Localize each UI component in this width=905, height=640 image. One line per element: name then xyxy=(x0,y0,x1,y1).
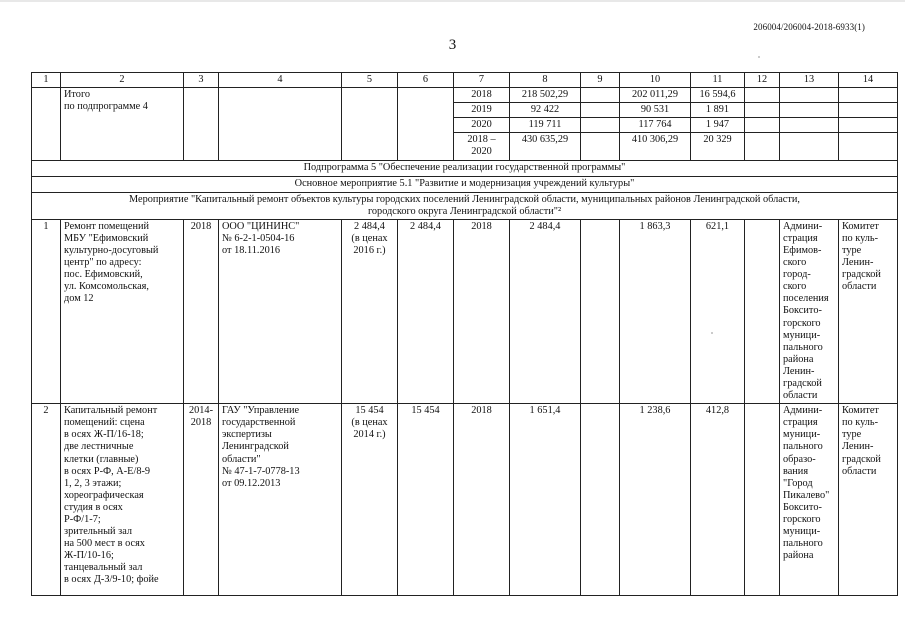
itogo-year: 2018 xyxy=(454,88,510,103)
empty-cell xyxy=(581,118,620,133)
executor: Админи- страция Ефимов- ского город- ского поселения Бокситo- горского муници- пального района Ленин- градской области xyxy=(780,219,839,403)
local-budget: 621,1 xyxy=(691,219,745,403)
col-header: 6 xyxy=(398,73,454,88)
scan-speck xyxy=(711,332,713,334)
federal-budget xyxy=(581,219,620,403)
itogo-year: 2019 xyxy=(454,103,510,118)
col-header: 14 xyxy=(839,73,898,88)
itogo-local: 16 594,6 xyxy=(691,88,745,103)
empty-cell xyxy=(780,133,839,160)
itogo-regional: 410 306,29 xyxy=(620,133,691,160)
empty-cell xyxy=(398,88,454,160)
event-title: Мероприятие "Капитальный ремонт объектов культуры городских поселений Ленинградской области, муниципальных районов Ленинградской области, городского округа Ленинградской области"² xyxy=(32,192,898,219)
itogo-regional: 117 764 xyxy=(620,118,691,133)
empty-cell xyxy=(780,118,839,133)
program-table xyxy=(31,72,898,596)
col-header: 4 xyxy=(219,73,342,88)
column-number-row xyxy=(32,73,898,88)
itogo-regional: 90 531 xyxy=(620,103,691,118)
customer: Комитет по куль- туре Ленин- градской области xyxy=(839,404,898,596)
cost-total: 15 454 xyxy=(398,404,454,596)
financing-year: 2018 xyxy=(454,219,510,403)
col-header: 1 xyxy=(32,73,61,88)
subprogram-row xyxy=(32,160,898,176)
event-row xyxy=(32,192,898,219)
work-years: 2014- 2018 xyxy=(184,404,219,596)
col-header: 10 xyxy=(620,73,691,88)
document-id: 206004/206004-2018-6933(1) xyxy=(753,22,865,32)
itogo-year: 2018 – 2020 xyxy=(454,133,510,160)
main-event-row xyxy=(32,176,898,192)
local-budget: 412,8 xyxy=(691,404,745,596)
work-years: 2018 xyxy=(184,219,219,403)
itogo-regional: 202 011,29 xyxy=(620,88,691,103)
page-number: 3 xyxy=(448,37,457,53)
object-name: Ремонт помещений МБУ "Ефимовский культурно-досуговый центр" по адресу: пос. Ефимовский, ул. Комсомольская, дом 12 xyxy=(61,219,184,403)
itogo-label: Итого по подпрограмме 4 xyxy=(61,88,184,160)
cost-total: 2 484,4 xyxy=(398,219,454,403)
col-header: 5 xyxy=(342,73,398,88)
itogo-local: 20 329 xyxy=(691,133,745,160)
empty-cell xyxy=(745,103,780,118)
other-sources xyxy=(745,219,780,403)
financing-total: 1 651,4 xyxy=(510,404,581,596)
col-header: 3 xyxy=(184,73,219,88)
customer: Комитет по куль- туре Ленин- градской области xyxy=(839,219,898,403)
itogo-year: 2020 xyxy=(454,118,510,133)
empty-cell xyxy=(745,118,780,133)
scan-top-edge xyxy=(0,0,905,2)
regional-budget: 1 863,3 xyxy=(620,219,691,403)
table-row xyxy=(32,219,898,403)
row-number: 2 xyxy=(32,404,61,596)
col-header: 8 xyxy=(510,73,581,88)
empty-cell xyxy=(219,88,342,160)
empty-cell xyxy=(839,88,898,103)
itogo-total: 92 422 xyxy=(510,103,581,118)
empty-cell xyxy=(780,103,839,118)
executor: Админи- страция муници- пального образо- вания "Город Пикалево" Бокситo- горского муници- пального района xyxy=(780,404,839,596)
empty-cell xyxy=(780,88,839,103)
empty-cell xyxy=(839,103,898,118)
main-event-title: Основное мероприятие 5.1 "Развитие и модернизация учреждений культуры" xyxy=(32,176,898,192)
col-header: 11 xyxy=(691,73,745,88)
itogo-local: 1 947 xyxy=(691,118,745,133)
subprogram-title: Подпрограмма 5 "Обеспечение реализации государственной программы" xyxy=(32,160,898,176)
expertise: ГАУ "Управление государственной экспертизы Ленинградской области" № 47-1-7-0778-13 от 09.12.2013 xyxy=(219,404,342,596)
financing-year: 2018 xyxy=(454,404,510,596)
itogo-total: 218 502,29 xyxy=(510,88,581,103)
federal-budget xyxy=(581,404,620,596)
empty-cell xyxy=(745,88,780,103)
estimated-cost: 2 484,4 (в ценах 2016 г.) xyxy=(342,219,398,403)
empty-cell xyxy=(581,133,620,160)
col-header: 12 xyxy=(745,73,780,88)
empty-cell xyxy=(745,133,780,160)
col-header: 9 xyxy=(581,73,620,88)
scan-speck xyxy=(758,56,760,58)
itogo-num xyxy=(32,88,61,160)
regional-budget: 1 238,6 xyxy=(620,404,691,596)
empty-cell xyxy=(839,133,898,160)
table-row xyxy=(32,404,898,596)
itogo-row xyxy=(32,88,898,103)
empty-cell xyxy=(581,103,620,118)
col-header: 2 xyxy=(61,73,184,88)
expertise: ООО "ЦИНИНС" № 6-2-1-0504-16 от 18.11.2016 xyxy=(219,219,342,403)
empty-cell xyxy=(581,88,620,103)
col-header: 7 xyxy=(454,73,510,88)
estimated-cost: 15 454 (в ценах 2014 г.) xyxy=(342,404,398,596)
itogo-total: 430 635,29 xyxy=(510,133,581,160)
other-sources xyxy=(745,404,780,596)
empty-cell xyxy=(839,118,898,133)
empty-cell xyxy=(342,88,398,160)
col-header: 13 xyxy=(780,73,839,88)
itogo-local: 1 891 xyxy=(691,103,745,118)
row-number: 1 xyxy=(32,219,61,403)
itogo-total: 119 711 xyxy=(510,118,581,133)
empty-cell xyxy=(184,88,219,160)
financing-total: 2 484,4 xyxy=(510,219,581,403)
object-name: Капитальный ремонт помещений: сцена в осях Ж-П/16-18; две лестничные клетки (главные) в осях Р-Ф, А-Е/8-9 1, 2, 3 этажи; хореографическая студия в осях Р-Ф/1-7; зрительный зал на 500 мест в осях Ж-П/10-16; танцевальный зал в осях Д-З/9-10; фойе xyxy=(61,404,184,596)
